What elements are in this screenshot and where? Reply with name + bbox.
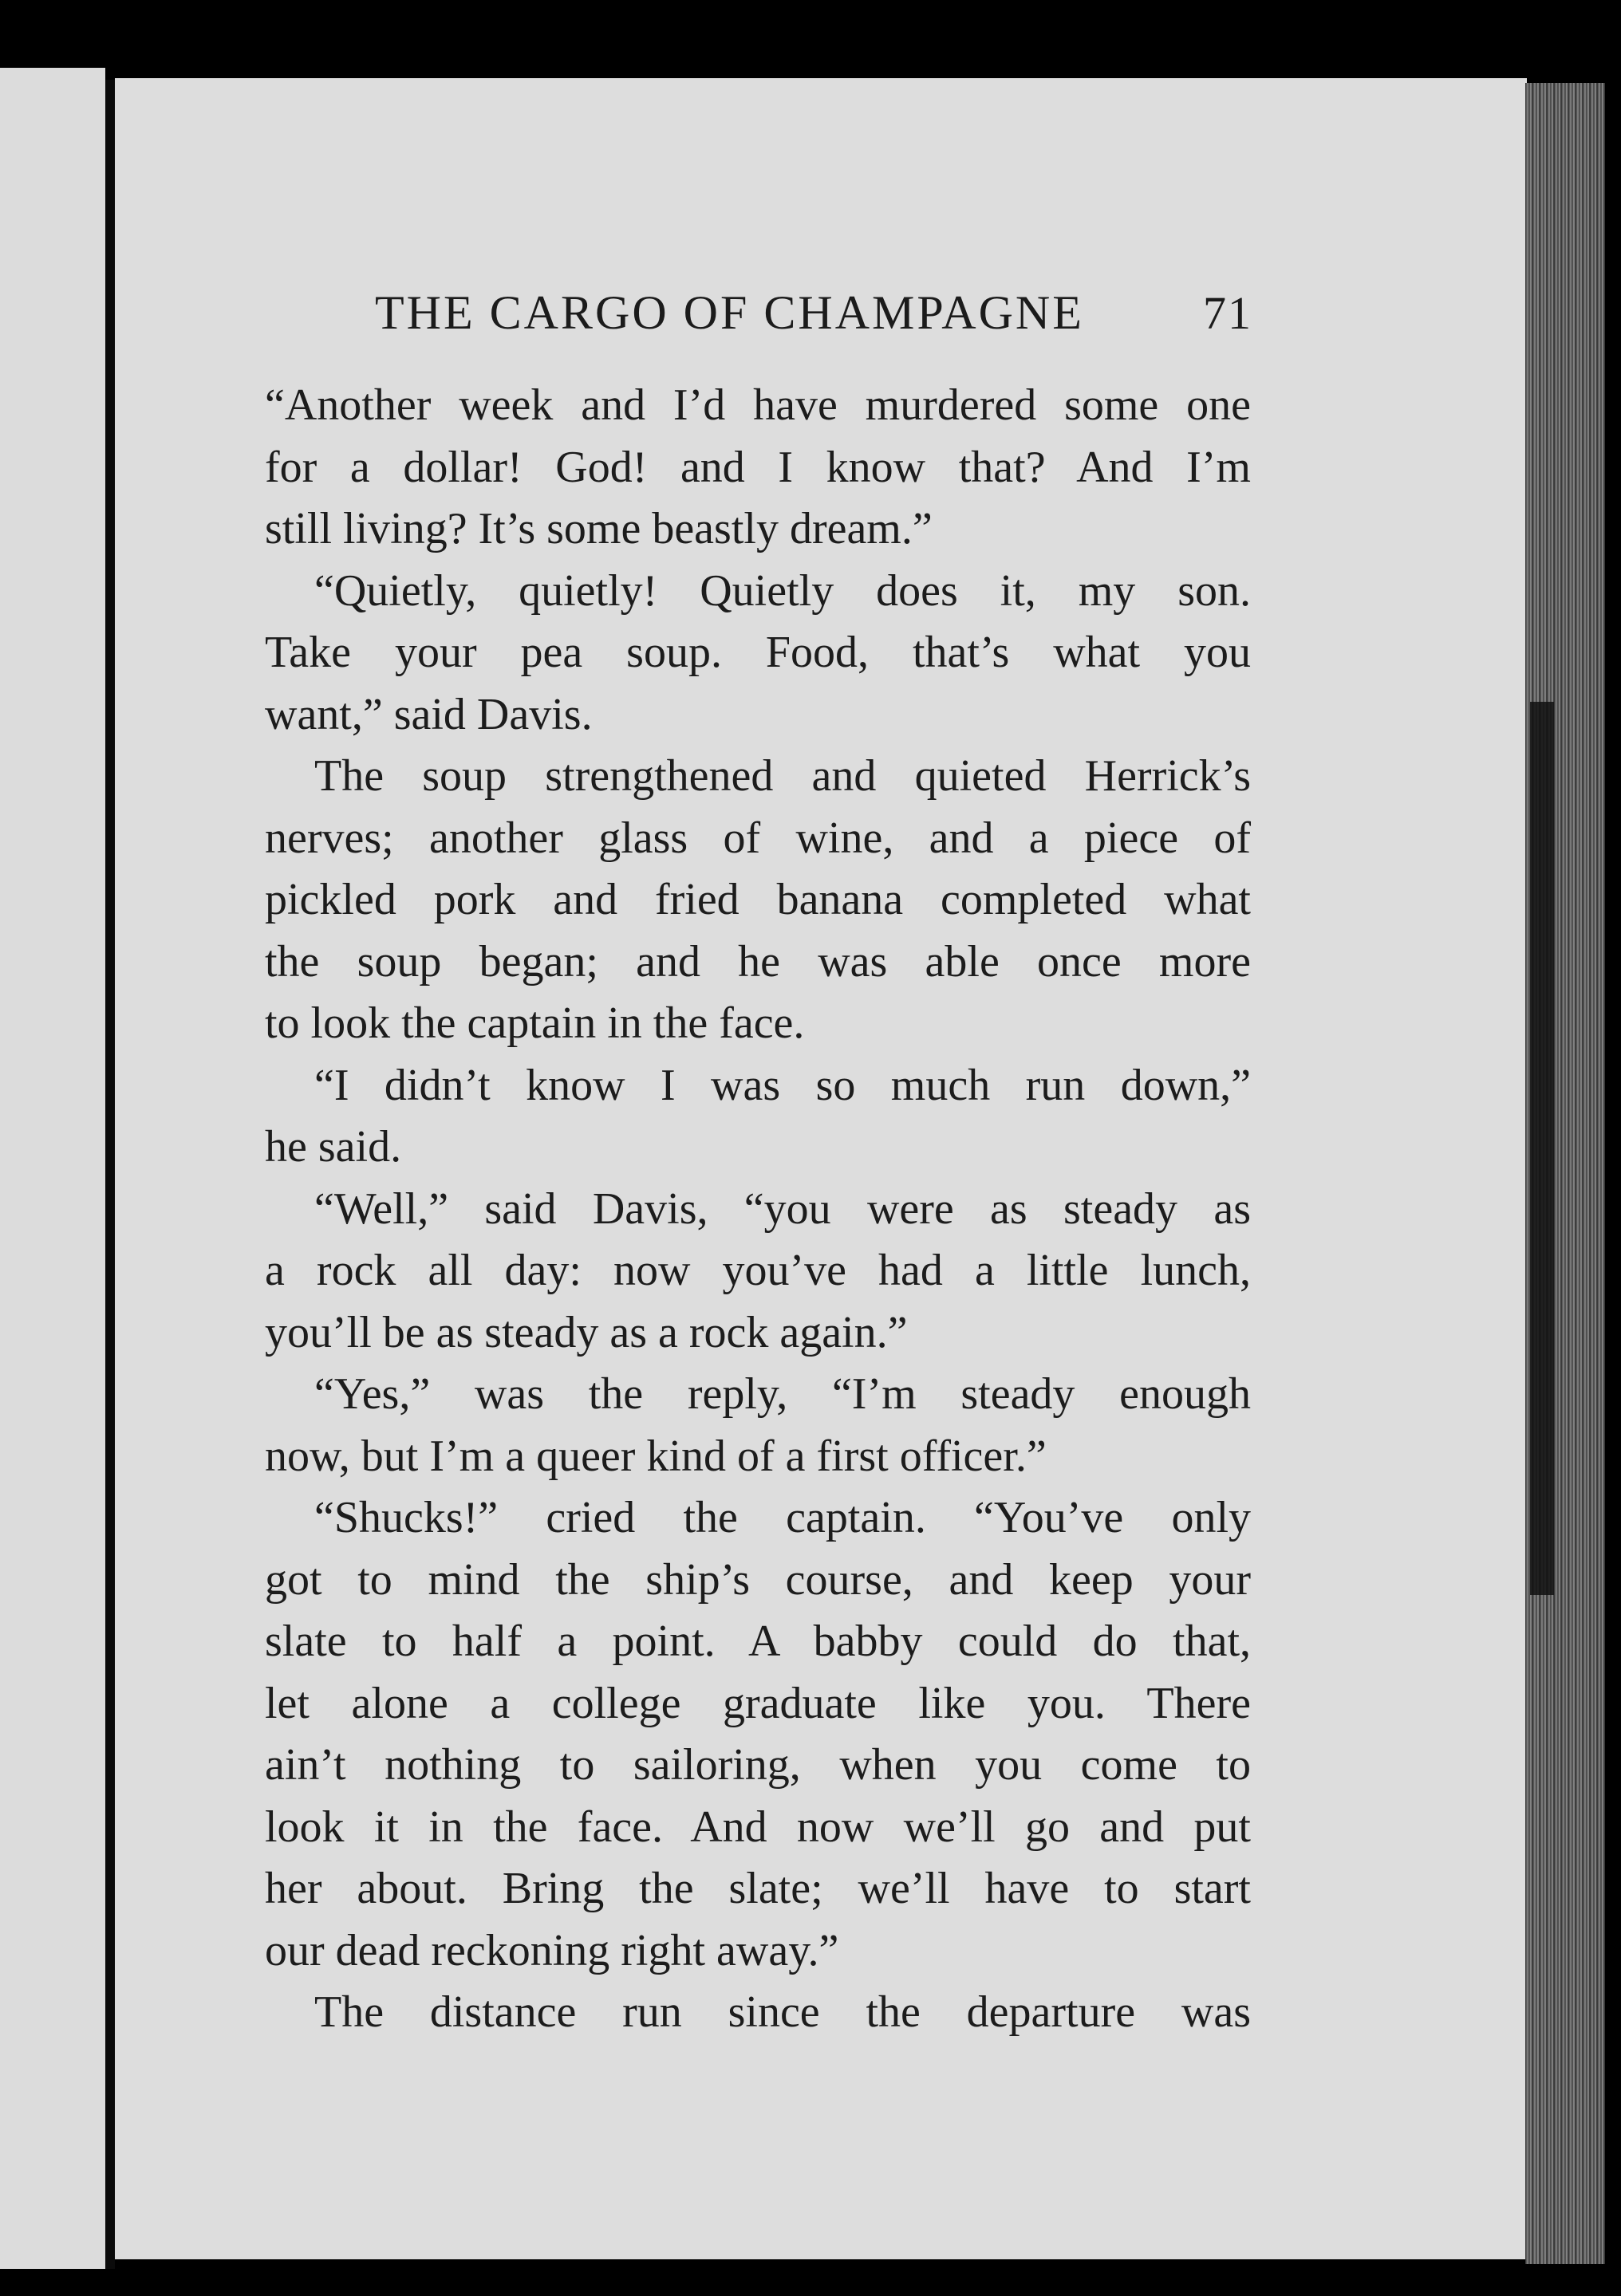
text-line: “Another week and I’d have murdered some one (265, 380, 1251, 430)
page-edge-shadow (1530, 702, 1554, 1595)
text-line: her about. Bring the slate; we’ll have to start (265, 1864, 1251, 1913)
text-line: want,” said Davis. (265, 689, 593, 739)
text-line: he said. (265, 1122, 402, 1172)
running-title: THE CARGO OF CHAMPAGNE (375, 286, 1084, 339)
text-line: “Well,” said Davis, “you were as steady as (314, 1183, 1251, 1234)
text-line: Take your pea soup. Food, that’s what you (265, 628, 1251, 677)
text-line: you’ll be as steady as a rock again.” (265, 1307, 908, 1357)
text-line: The distance run since the departure was (314, 1987, 1251, 2037)
text-line: pickled pork and fried banana completed what (265, 875, 1251, 924)
page-number: 71 (1203, 287, 1252, 339)
text-line: “I didn’t know I was so much run down,” (314, 1060, 1251, 1110)
text-line: the soup began; and he was able once more (265, 936, 1251, 987)
text-line: “Quietly, quietly! Quietly does it, my son. (314, 565, 1251, 616)
text-line: got to mind the ship’s course, and keep your (265, 1554, 1251, 1605)
text-line: slate to half a point. A babby could do that, (265, 1617, 1251, 1666)
text-line: still living? It’s some beastly dream.” (265, 504, 933, 553)
text-line: look it in the face. And now we’ll go and put (265, 1802, 1251, 1852)
text-line: nerves; another glass of wine, and a piece of (265, 813, 1251, 863)
text-line: our dead reckoning right away.” (265, 1925, 839, 1975)
text-line: “Yes,” was the reply, “I’m steady enough (314, 1369, 1251, 1419)
text-line: now, but I’m a queer kind of a first officer.” (265, 1431, 1047, 1481)
text-line: “Shucks!” cried the captain. “You’ve only (314, 1493, 1251, 1542)
running-header (375, 286, 1252, 357)
text-line: ain’t nothing to sailoring, when you come to (265, 1740, 1251, 1790)
text-line: for a dollar! God! and I know that? And I’m (265, 442, 1251, 492)
left-page-margin (0, 68, 105, 2269)
text-line: let alone a college graduate like you. There (265, 1678, 1251, 1728)
book-gutter (105, 80, 115, 2269)
body-text (265, 375, 1251, 2044)
text-line: The soup strengthened and quieted Herrick’s (314, 751, 1251, 801)
text-line: to look the captain in the face. (265, 998, 805, 1048)
text-line: a rock all day: now you’ve had a little lunch, (265, 1246, 1251, 1295)
